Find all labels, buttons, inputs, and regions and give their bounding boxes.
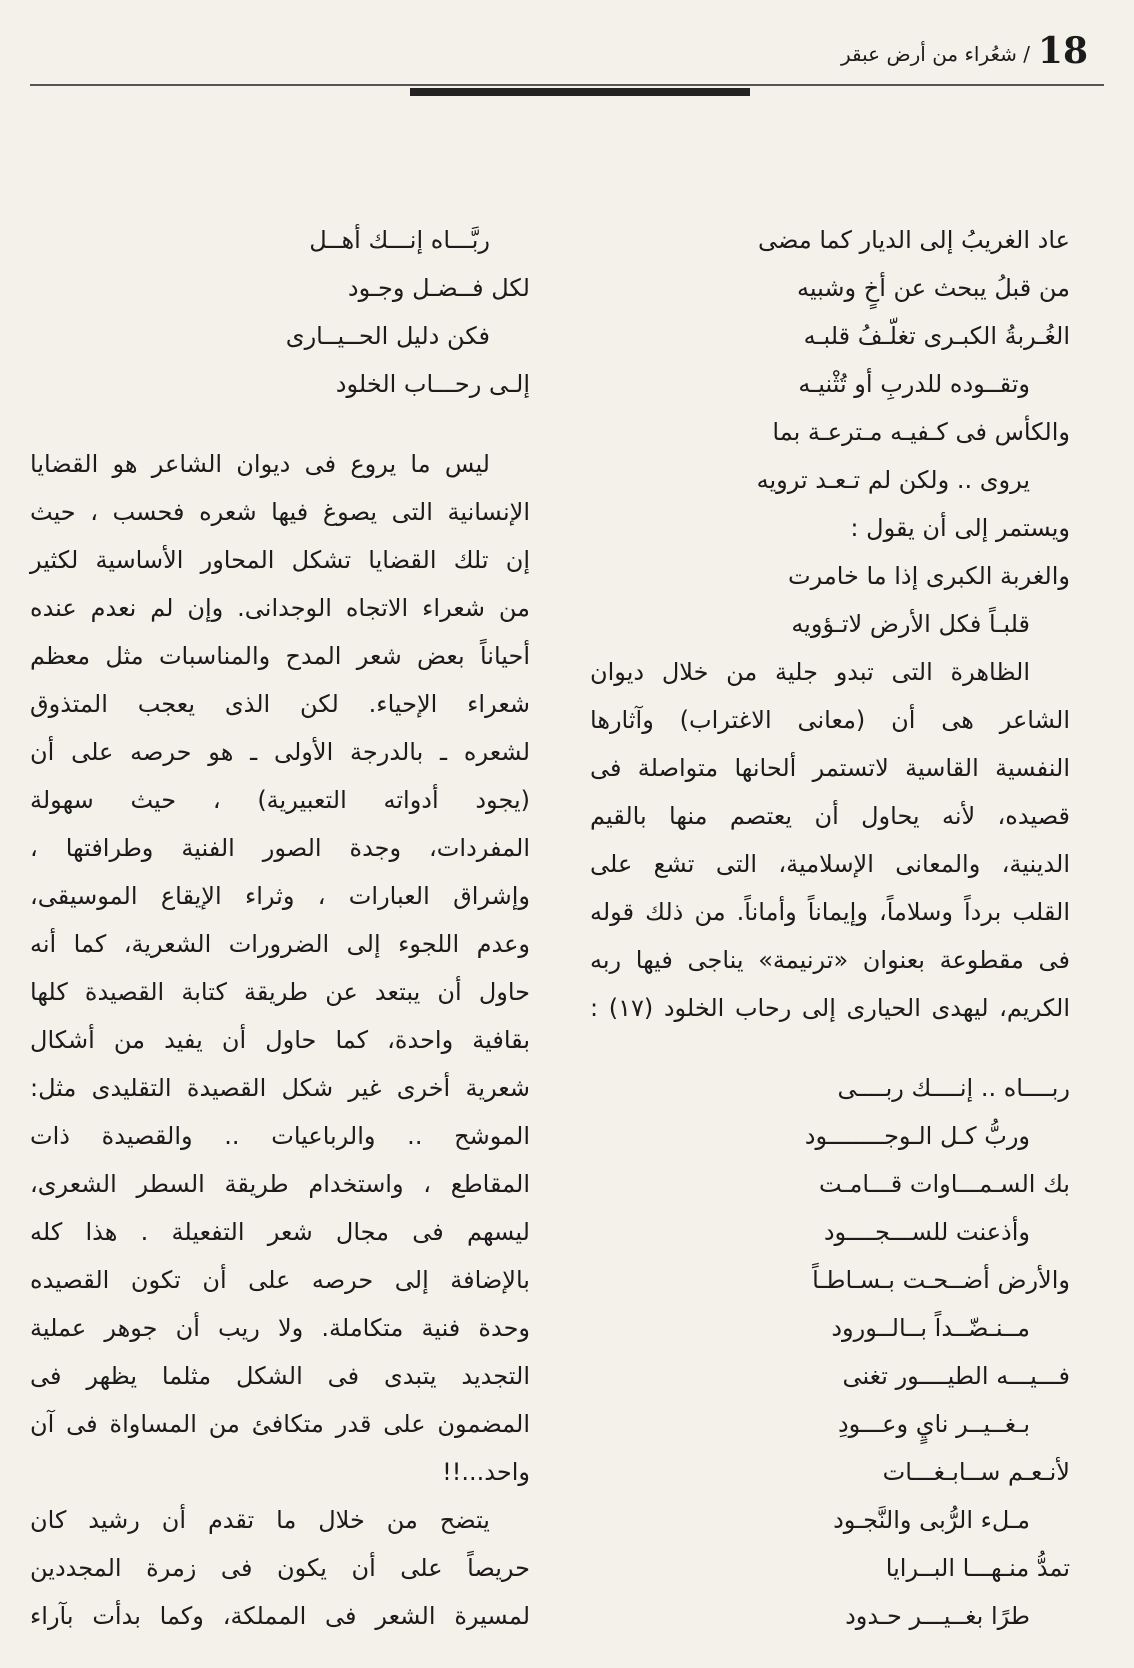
paragraph-line: حاول أن يبتعد عن طريقة كتابة القصيدة كلها [30,978,530,1006]
paragraph-line: حريصاً على أن يكون فى زمرة المجددين [30,1554,530,1582]
poem-line: والغربة الكبرى إذا ما خامرت [788,562,1070,590]
paragraph-line: الشاعر هى أن (معانى الاغتراب) وآثارها [590,706,1070,734]
poem-line: بـغــيــر نايٍ وعـــودِ [837,1410,1030,1438]
paragraph-line: بالإضافة إلى حرصه على أن تكون القصيده [30,1266,530,1294]
poem-line: والأرض أضــحـت بـسـاطـاً [812,1266,1070,1294]
poem-line: فكن دليل الحــيــارى [285,322,490,350]
poem-line: يروى .. ولكن لم تـعـد ترويه [756,466,1030,494]
stanza-gap [590,1032,1070,1064]
paragraph-line: يتضح من خلال ما تقدم أن رشيد كان [30,1506,490,1534]
paragraph-line: الموشح .. والرباعيات .. والقصيدة ذات [30,1122,530,1150]
poem-line: ربَّـــاه إنـــك أهــل [309,226,490,254]
running-title: / شعُراء من أرض عبقر [840,42,1030,66]
paragraph-line: وإشراق العبارات ، وثراء الإيقاع الموسيقى، [30,882,530,910]
intro-line: ويستمر إلى أن يقول : [850,514,1070,542]
poem-line: من قبلُ يبحث عن أخٍ وشبيه [797,274,1070,302]
poem-line: وأذعنت للســـجــــود [823,1218,1030,1246]
paragraph-line: الظاهرة التى تبدو جلية من خلال ديوان [590,658,1030,686]
header-rule [30,84,1104,86]
stanza-gap [30,408,530,440]
poem-line: إلـى رحـــاب الخلود [335,370,530,398]
poem-line: ربــــاه .. إنــــك ربــــى [837,1074,1070,1102]
paragraph-line: المضمون على قدر متكافئ من المساواة فى آن [30,1410,530,1438]
paragraph-line: الكريم، ليهدى الحيارى إلى رحاب الخلود (١٧) : [590,994,1071,1022]
page-number: 18 [1037,30,1088,72]
poem-line: طرًا بغــيـــر حـدود [845,1602,1030,1630]
paragraph-line: من شعراء الاتجاه الوجدانى. وإن لم نعدم عنده [30,594,530,622]
poem-line: والكأس فى كـفيـه مـترعـة بما [772,418,1070,446]
paragraph-line: شعرية أخرى غير شكل القصيدة التقليدى مثل: [30,1074,530,1102]
header-rule-accent [410,88,750,96]
paragraph-line: التجديد يتبدى فى الشكل مثلما يظهر فى [30,1362,530,1390]
paragraph-line: المفردات، وجدة الصور الفنية وطرافتها ، [30,834,530,862]
poem-line: عاد الغريبُ إلى الديار كما مضى [758,226,1070,254]
poem-line: وتقــوده للدربِ أو تُثْنيـه [798,370,1030,398]
paragraph-line: قصيده، لأنه يحاول أن يعتصم منها بالقيم [590,802,1070,830]
paragraph-line: واحد...!! [442,1458,530,1486]
paragraph-line: لشعره ـ بالدرجة الأولى ـ هو حرصه على أن [30,738,530,766]
poem-line: الغُـربةُ الكبـرى تغلّـفُ قلبـه [803,322,1070,350]
paragraph-line: الإنسانية التى يصوغ فيها شعره فحسب ، حيث [30,498,530,526]
paragraph-line: أحياناً بعض شعر المدح والمناسبات مثل معظم [30,642,530,670]
paragraph-line: وحدة فنية متكاملة. ولا ريب أن جوهر عملية [30,1314,530,1342]
poem-line: مــنـضّــداً بــالــورود [831,1314,1030,1342]
poem-line: تمدُّ منـهـــا البــرايا [885,1554,1070,1582]
paragraph-line: ليس ما يروع فى ديوان الشاعر هو القضايا [30,450,490,478]
paragraph-line: إن تلك القضايا تشكل المحاور الأساسية لكثير [30,546,530,574]
poem-line: لأنـعـم ســابـغـــات [882,1458,1070,1486]
poem-line: فـــيـــه الطيــــور تغنى [842,1362,1070,1390]
poem-line: مـلء الرُّبى والنَّجـود [833,1506,1030,1534]
paragraph-line: فى مقطوعة بعنوان «ترنيمة» يناجى فيها ربه [590,946,1070,974]
paragraph-line: بقافية واحدة، كما حاول أن يفيد من أشكال [30,1026,530,1054]
right-column [590,216,1070,1640]
paragraph-line: القلب برداً وسلاماً، وإيماناً وأماناً. من ذلك قوله [590,898,1070,926]
paragraph-line: وعدم اللجوء إلى الضرورات الشعرية، كما أنه [30,930,530,958]
paragraph-line: شعراء الإحياء. لكن الذى يعجب المتذوق [30,690,530,718]
poem-line: قلبـاً فكل الأرض لاتـؤويه [791,610,1030,638]
paragraph-line: الدينية، والمعانى الإسلامية، التى تشع على [590,850,1070,878]
page-header [30,28,1104,88]
poem-line: لكل فــضـل وجـود [347,274,530,302]
poem-line: بك السـمـــاوات قـــامـت [818,1170,1070,1198]
paragraph-line: المقاطع ، واستخدام طريقة السطر الشعرى، [30,1170,530,1198]
paragraph-line: النفسية القاسية لاتستمر ألحانها متواصلة فى [590,754,1070,782]
paragraph-line: ليسهم فى مجال شعر التفعيلة . هذا كله [30,1218,530,1246]
paragraph-line: لمسيرة الشعر فى المملكة، وكما بدأت بآراء [30,1602,530,1630]
left-column [30,216,530,1640]
poem-line: وربُّ كـل الـوجــــــــود [804,1122,1030,1150]
paragraph-line: (يجود أدواته التعبيرية) ، حيث سهولة [30,786,530,814]
